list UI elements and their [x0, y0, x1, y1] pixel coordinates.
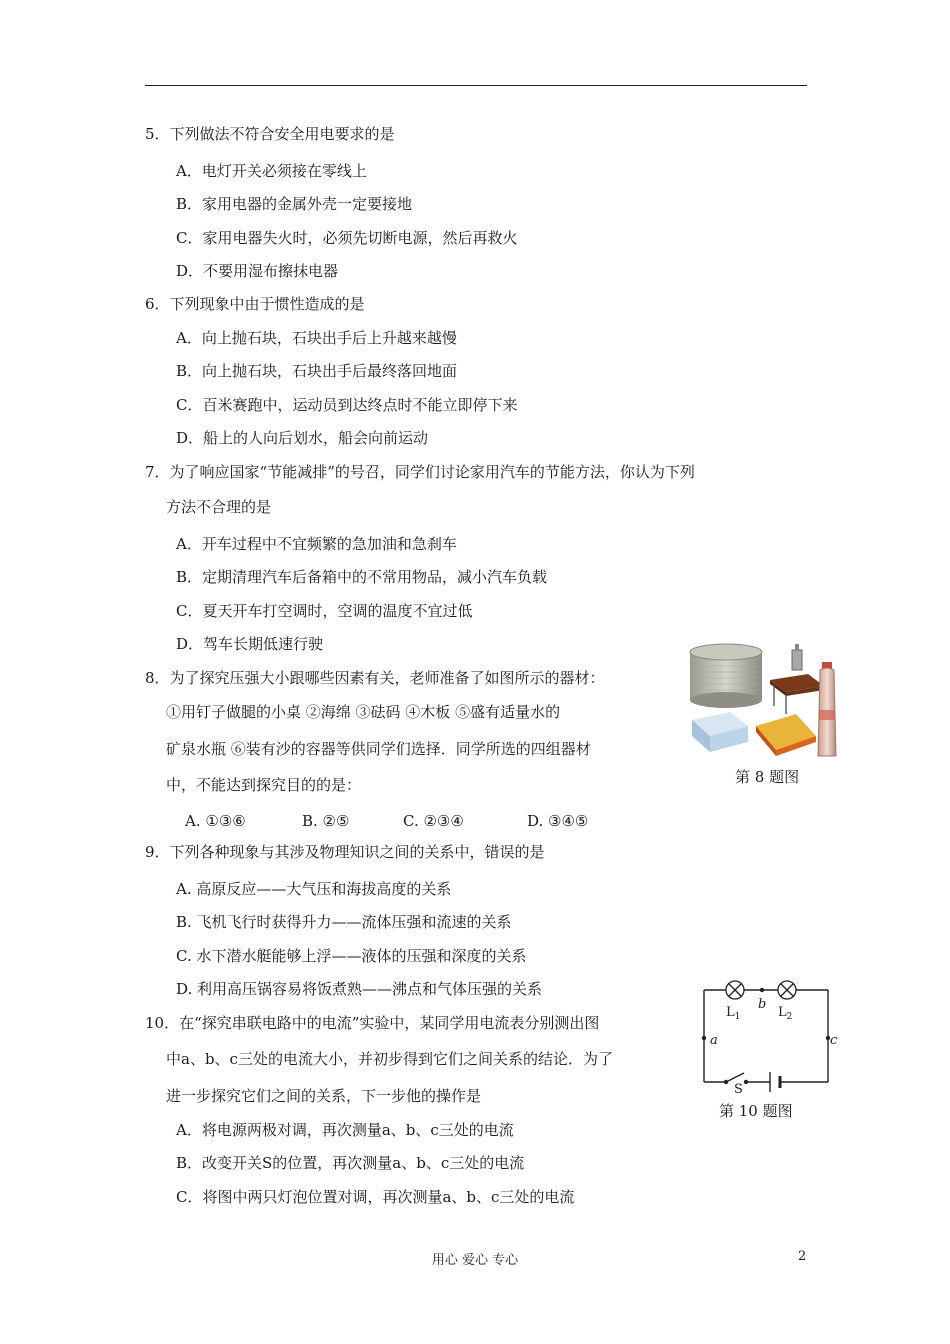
q9-option-a: A. 高原反应——大气压和海拔高度的关系: [176, 880, 452, 898]
q10-option-c: C．将图中两只灯泡位置对调，再次测量a、b、c三处的电流: [176, 1188, 575, 1206]
q8-materials-line-2: 矿泉水瓶 ⑥装有沙的容器等供同学们选择．同学所选的四组器材: [166, 740, 591, 758]
lamp-l1-symbol: [726, 981, 744, 999]
q10-stem-line-3: 进一步探究它们之间的关系，下一步他的操作是: [166, 1087, 482, 1105]
q8-stem: 8．为了探究压强大小跟哪些因素有关，老师准备了如图所示的器材：: [145, 669, 605, 687]
small-table-image: [770, 674, 824, 714]
q5-stem: 5．下列做法不符合安全用电要求的是: [145, 125, 395, 143]
label-c: c: [830, 1033, 838, 1048]
label-s: S: [734, 1082, 743, 1094]
label-b: b: [758, 997, 767, 1012]
label-a: a: [710, 1033, 718, 1048]
q7-stem: 7．为了响应国家“节能减排”的号召，同学们讨论家用汽车的节能方法，你认为下列: [145, 463, 695, 481]
q6-option-b: B．向上抛石块，石块出手后最终落回地面: [176, 362, 458, 380]
q8-option-a: A. ①③⑥: [185, 812, 246, 830]
q10-stem: 10．在“探究串联电路中的电流”实验中，某同学用电流表分别测出图: [145, 1014, 600, 1032]
q6-option-c: C．百米赛跑中，运动员到达终点时不能立即停下来: [176, 396, 518, 414]
header-rule: [145, 85, 807, 86]
q7-option-c: C．夏天开车打空调时，空调的温度不宜过低: [176, 602, 473, 620]
q8-option-c: C. ②③④: [403, 812, 464, 830]
label-l2: $L_2$: [778, 1005, 793, 1022]
q6-option-a: A．向上抛石块，石块出手后上升越来越慢: [176, 329, 457, 347]
sponge-image: [692, 712, 748, 752]
q5-option-b: B．家用电器的金属外壳一定要接地: [176, 195, 413, 213]
q9-stem: 9．下列各种现象与其涉及物理知识之间的关系中，错误的是: [145, 843, 545, 861]
page-number: 2: [798, 1249, 807, 1264]
q8-materials-line: ①用钉子做腿的小桌 ②海绵 ③砝码 ④木板 ⑤盛有适量水的: [166, 703, 561, 721]
q9-option-c: C. 水下潜水艇能够上浮——液体的压强和深度的关系: [176, 947, 527, 965]
q5-option-c: C．家用电器失火时，必须先切断电源，然后再救火: [176, 229, 518, 247]
sand-container-image: [690, 644, 762, 708]
q5-option-d: D．不要用湿布擦抹电器: [176, 262, 339, 280]
q8-option-b: B. ②⑤: [302, 812, 350, 830]
battery-symbol: [770, 1072, 780, 1092]
q9-option-d: D. 利用高压锅容易将饭煮熟——沸点和气体压强的关系: [176, 980, 543, 998]
q6-option-d: D．船上的人向后划水，船会向前运动: [176, 429, 429, 447]
page-footer: 用心 爱心 专心: [431, 1253, 519, 1268]
q8-figure-caption: 第 8 题图: [735, 768, 800, 786]
water-bottle-image: [818, 662, 836, 756]
q7-option-b: B．定期清理汽车后备箱中的不常用物品，减小汽车负载: [176, 568, 548, 586]
q5-option-a: A．电灯开关必须接在零线上: [176, 162, 367, 180]
weight-image: [792, 644, 802, 670]
wood-board-image: [756, 714, 816, 756]
q7-stem-continued: 方法不合理的是: [166, 498, 272, 516]
q10-figure-caption: 第 10 题图: [719, 1102, 793, 1120]
q8-question-line: 中，不能达到探究目的的是：: [166, 776, 362, 794]
q7-option-d: D．驾车长期低速行驶: [176, 635, 324, 653]
q8-figure: [686, 640, 844, 762]
lamp-l2-symbol: [778, 981, 796, 999]
q10-option-a: A．将电源两极对调，再次测量a、b、c三处的电流: [176, 1121, 514, 1139]
q10-stem-line-2: 中a、b、c三处的电流大小，并初步得到它们之间关系的结论．为了: [166, 1050, 613, 1068]
q10-circuit-diagram: [696, 972, 840, 1094]
q10-option-b: B．改变开关S的位置，再次测量a、b、c三处的电流: [176, 1154, 525, 1172]
label-l1: $L_1$: [726, 1005, 741, 1022]
q9-option-b: B. 飞机飞行时获得升力——流体压强和流速的关系: [176, 913, 512, 931]
q7-option-a: A．开车过程中不宜频繁的急加油和急刹车: [176, 535, 457, 553]
q8-option-d: D. ③④⑤: [527, 812, 589, 830]
q6-stem: 6．下列现象中由于惯性造成的是: [145, 295, 365, 313]
